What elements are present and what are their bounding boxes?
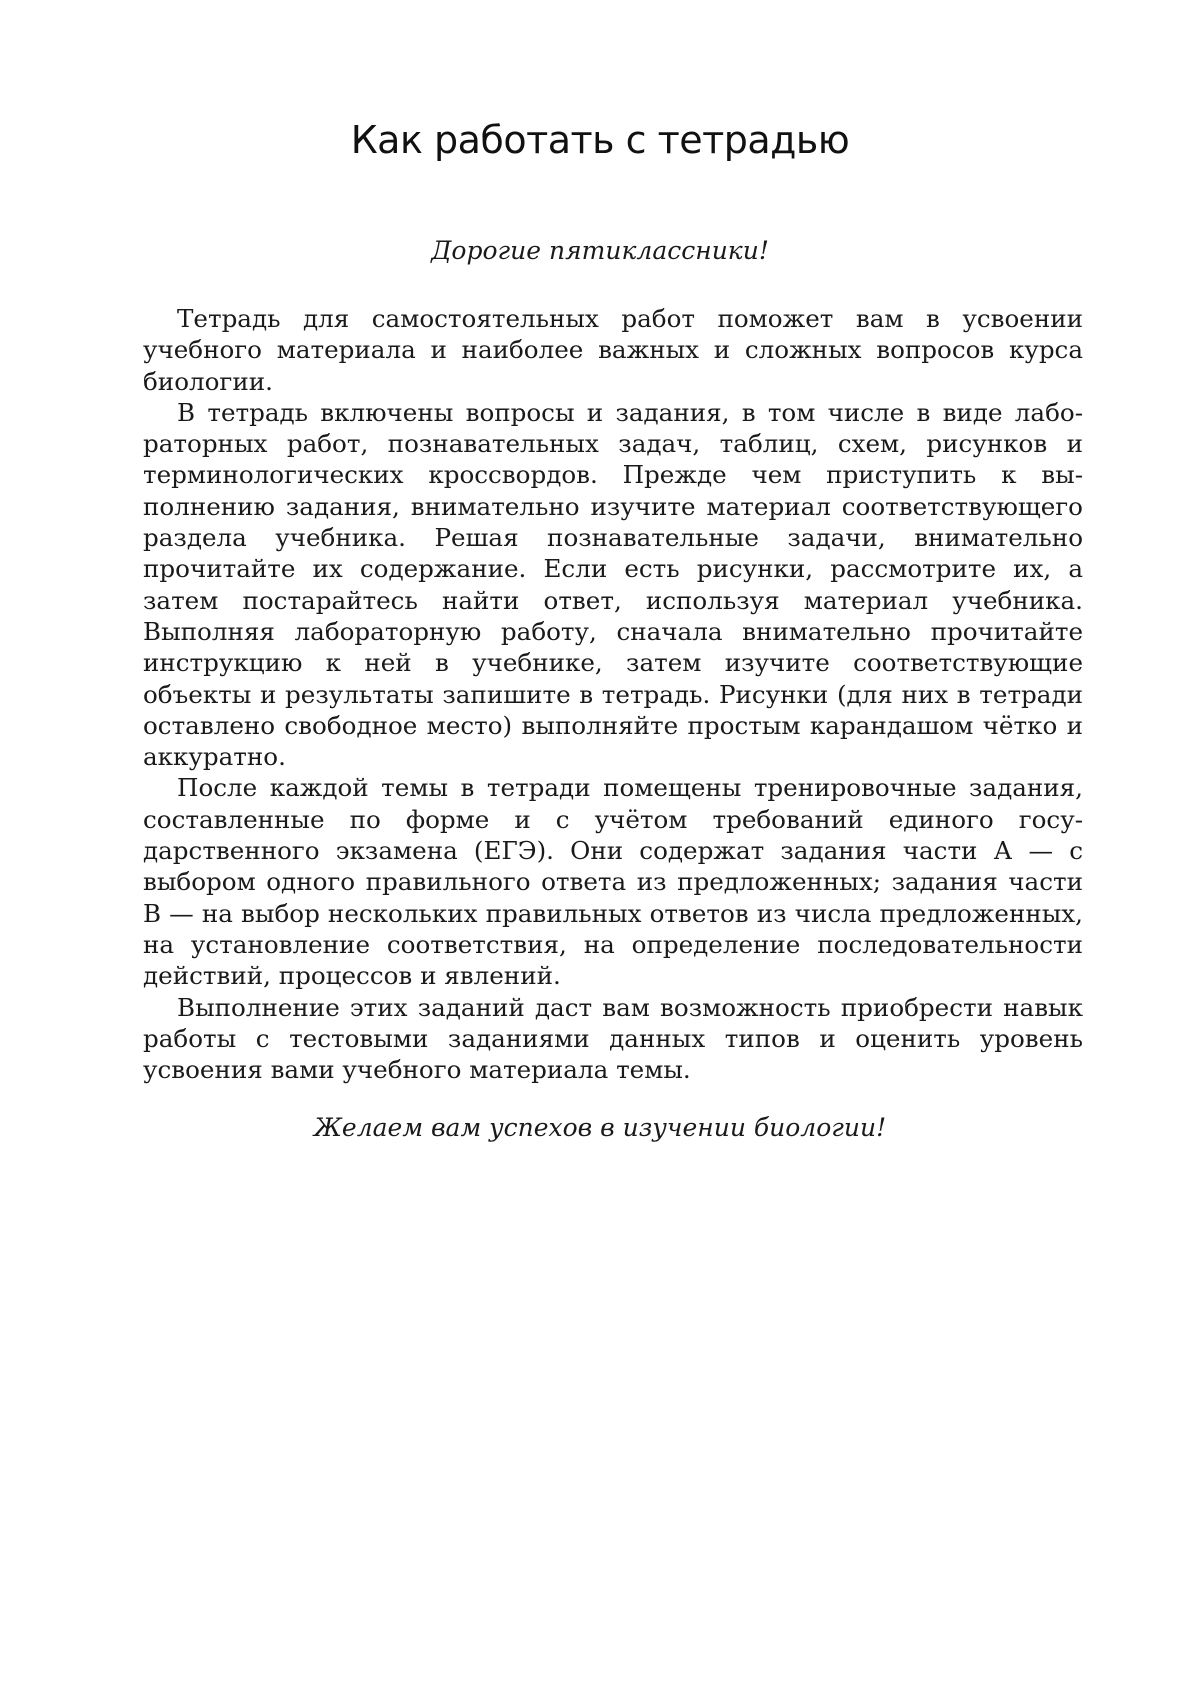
paragraph-ege-tasks: После каждой темы в тетради помещены тренировочные задания, составленные по форме и с учётом требований единого государственного экзамена (ЕГЭ). Они содержат задания части А — с выбором одного правильного ответа из предложенных; задания части В — на выбор нескольких правильных ответов из числа предложенных, на установление соответствия, на определение последовательности действий, процессов и явлений. xyxy=(143,773,1083,991)
paragraph-contents: В тетрадь включены вопросы и задания, в том числе в виде лабораторных работ, познавательных задач, таблиц, схем, рисунков и терминологических кроссвордов. Прежде чем приступить к выполнению задания, внимательно изучите материал соответствующего раздела учебника. Решая познавательные задачи, внимательно прочитайте их содержание. Если есть рисунки, рассмотрите их, а затем постарайтесь найти ответ, используя материал учебника. Выполняя лабораторную работу, сначала внимательно прочитайте инструкцию к ней в учебнике, затем изучите соответствующие объекты и результаты запишите в тетрадь. Рисунки (для них в тетради оставлено свободное место) выполняйте простым карандашом чётко и аккуратно. xyxy=(143,397,1083,772)
paragraph-intro: Тетрадь для самостоятельных работ поможет вам в усвоении учебного материала и наиболее важных и сложных вопросов курса биологии. xyxy=(143,304,1083,396)
page-title: Как работать с тетрадью xyxy=(350,118,850,162)
closing-wish: Желаем вам успехов в изучении биологии! xyxy=(313,1113,887,1142)
paragraph-benefits: Выполнение этих заданий даст вам возможность приобрести навык работы с тестовыми заданиями данных типов и оценить уровень усвоения вами учебного материала темы. xyxy=(143,992,1083,1085)
greeting: Дорогие пятиклассники! xyxy=(431,236,769,265)
body-text xyxy=(143,303,1083,1085)
